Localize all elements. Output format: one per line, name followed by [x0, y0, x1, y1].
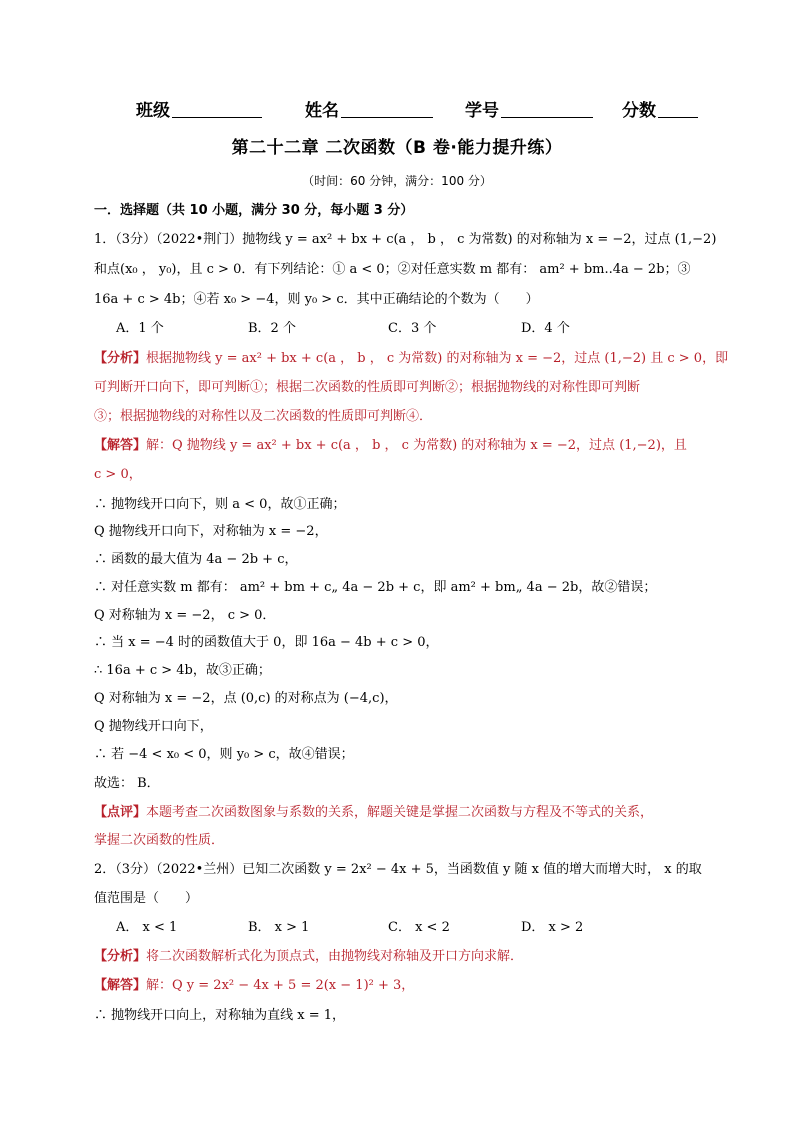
q1-step-1: ∴ 抛物线开口向下，则 a < 0，故①正确；: [94, 497, 346, 512]
q1-option-b[interactable]: B．2 个: [248, 321, 296, 336]
class-label: 班级: [136, 101, 170, 121]
q1-step-8: Q 对称轴为 x = −2，点 (0,c) 的对称点为 (−4,c)，: [94, 691, 398, 706]
page-title: 第二十二章 二次函数（B 卷·能力提升练）: [231, 138, 563, 158]
student-id-field[interactable]: [465, 96, 593, 121]
q1-step-5: Q 对称轴为 x = −2， c > 0．: [94, 608, 276, 623]
q1-option-d[interactable]: D．4 个: [521, 321, 570, 336]
q2-option-d[interactable]: D． x > 2: [521, 920, 584, 935]
q1-comment-line2: 掌握二次函数的性质．: [94, 833, 225, 848]
q2-solution-line2: ∴ 抛物线开口向上，对称轴为直线 x = 1，: [94, 1008, 346, 1023]
q2-stem-line2: 值范围是（ ）: [94, 891, 199, 906]
header-fields: [0, 96, 794, 124]
q1-step-3: ∴ 函数的最大值为 4a − 2b + c，: [94, 552, 298, 567]
q1-step-10: ∴ 若 −4 < x₀ < 0，则 y₀ > c，故④错误；: [94, 747, 354, 762]
score-field[interactable]: [622, 96, 698, 121]
class-blank[interactable]: [172, 99, 262, 118]
q1-step-11: 故选： B．: [94, 776, 160, 791]
q1-stem-line3: 16a + c > 4b；④若 x₀ > −4，则 y₀ > c．其中正确结论的个数为（ ）: [94, 292, 539, 307]
score-blank[interactable]: [658, 99, 698, 118]
q1-step-9: Q 抛物线开口向下，: [94, 719, 213, 734]
q2-analysis-line1: [94, 949, 523, 965]
q1-analysis-line1: [94, 351, 728, 367]
analysis-tag: 【分析】: [94, 351, 147, 366]
q2-solution-tag: 【解答】: [94, 978, 147, 993]
solution-tag: 【解答】: [94, 438, 147, 453]
q2-option-b[interactable]: B． x > 1: [248, 920, 310, 935]
q1-step-2: Q 抛物线开口向下，对称轴为 x = −2，: [94, 524, 328, 539]
q1-analysis-line3: ③；根据抛物线的对称性以及二次函数的性质即可判断④．: [94, 409, 433, 424]
q2-solution-text: 解：Q y = 2x² − 4x + 5 = 2(x − 1)² + 3，: [146, 978, 415, 993]
q1-step-6: ∴ 当 x = −4 时的函数值大于 0，即 16a − 4b + c > 0，: [94, 635, 439, 650]
student-id-label: 学号: [465, 101, 499, 121]
q1-stem-line1: 1．（3分）（2022•荆门）抛物线 y = ax² + bx + c(a ， b ， c 为常数) 的对称轴为 x = −2，过点 (1,−2): [94, 232, 717, 247]
q1-step-7: ∴ 16a + c > 4b，故③正确；: [94, 663, 271, 678]
q2-analysis-text: 将二次函数解析式化为顶点式，由抛物线对称轴及开口方向求解．: [146, 949, 524, 964]
student-id-blank[interactable]: [501, 99, 593, 118]
section-heading: 一．选择题（共 10 小题，满分 30 分，每小题 3 分）: [94, 203, 414, 218]
q1-comment-line1: [94, 805, 653, 821]
class-field[interactable]: [136, 96, 262, 121]
name-label: 姓名: [305, 101, 339, 121]
analysis-text: 根据抛物线 y = ax² + bx + c(a ， b ， c 为常数) 的对称轴为 x = −2，过点 (1,−2) 且 c > 0，即: [146, 351, 729, 366]
page-subtitle: （时间：60 分钟，满分：100 分）: [302, 174, 492, 188]
q2-option-c[interactable]: C． x < 2: [388, 920, 450, 935]
comment-text: 本题考查二次函数图象与系数的关系，解题关键是掌握二次函数与方程及不等式的关系，: [146, 805, 654, 820]
q1-solution-line1: [94, 438, 687, 454]
q1-option-c[interactable]: C．3 个: [388, 321, 437, 336]
comment-tag: 【点评】: [94, 805, 147, 820]
q2-analysis-tag: 【分析】: [94, 949, 147, 964]
q2-solution-line1: [94, 978, 414, 994]
q1-analysis-line2: 可判断开口向下，即可判断①；根据二次函数的性质即可判断②；根据抛物线的对称性即可判断: [94, 380, 641, 395]
q1-step-4: ∴ 对任意实数 m 都有： am² + bm + c„ 4a − 2b + c，即 am² + bm„ 4a − 2b，故②错误；: [94, 580, 657, 595]
q1-solution-line2: c > 0，: [94, 467, 142, 482]
q1-option-a[interactable]: A．1 个: [116, 321, 164, 336]
solution-text: 解：Q 抛物线 y = ax² + bx + c(a ， b ， c 为常数) 的对称轴为 x = −2，过点 (1,−2)，且: [146, 438, 687, 453]
q2-stem-line1: 2．（3分）（2022•兰州）已知二次函数 y = 2x² − 4x + 5，当函数值 y 随 x 值的增大而增大时， x 的取: [94, 862, 702, 877]
score-label: 分数: [622, 101, 656, 121]
q2-option-a[interactable]: A． x < 1: [116, 920, 178, 935]
name-blank[interactable]: [341, 99, 433, 118]
name-field[interactable]: [305, 96, 433, 121]
q1-stem-line2: 和点(x₀ ， y₀)，且 c > 0．有下列结论：① a < 0；②对任意实数 m 都有： am² + bm..4a − 2b；③: [94, 262, 691, 277]
